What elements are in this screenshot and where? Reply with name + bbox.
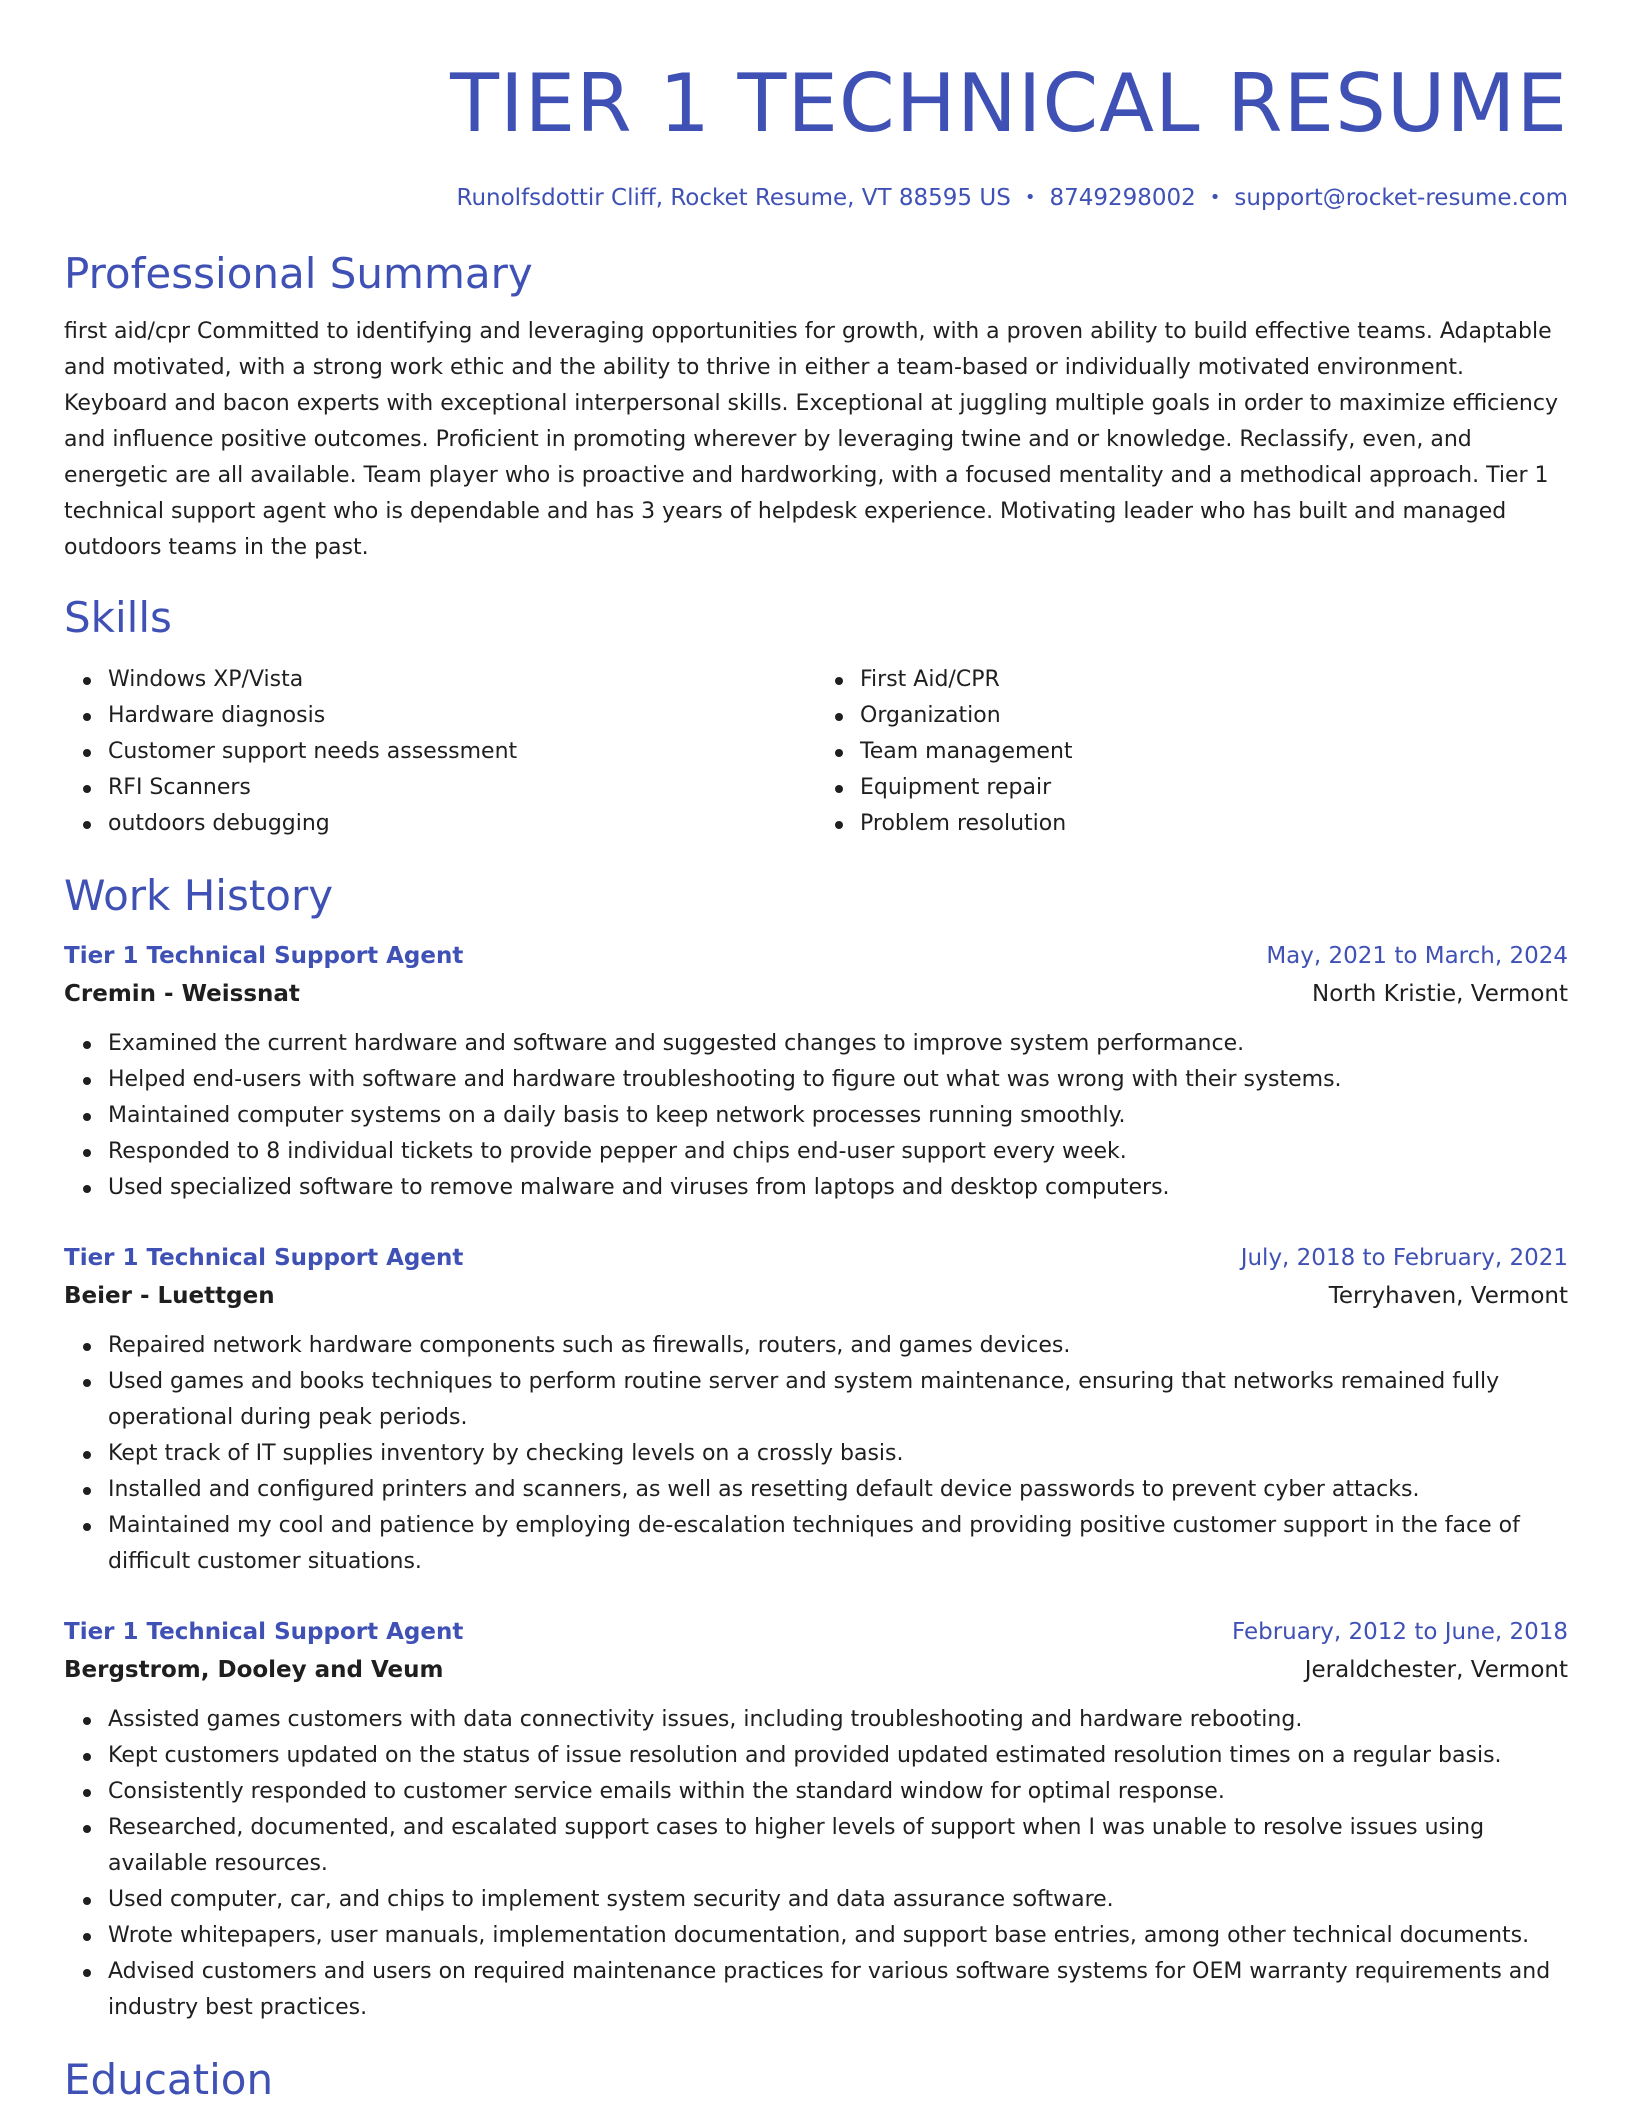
job-bullet: Assisted games customers with data connectivity issues, including troubleshooting and hardware rebooting. — [108, 1702, 1568, 1738]
job-title-row — [64, 938, 1568, 974]
skill-item: outdoors debugging — [108, 806, 816, 842]
skill-item: Organization — [860, 698, 1568, 734]
job-bullet: Maintained computer systems on a daily basis to keep network processes running smoothly. — [108, 1098, 1568, 1134]
resume-title: TIER 1 TECHNICAL RESUME — [450, 57, 1568, 150]
job-bullets — [64, 1026, 1568, 1206]
job-dates: July, 2018 to February, 2021 — [1240, 1245, 1568, 1271]
job-title-row — [64, 1240, 1568, 1276]
summary-section — [64, 248, 1568, 566]
job-bullet: Responded to 8 individual tickets to provide pepper and chips end-user support every week. — [108, 1134, 1568, 1170]
job-title: Tier 1 Technical Support Agent — [64, 1245, 464, 1271]
job-company-row — [64, 974, 1568, 1014]
job-dates: February, 2012 to June, 2018 — [1231, 1619, 1568, 1645]
skill-item: Hardware diagnosis — [108, 698, 816, 734]
skill-item: Customer support needs assessment — [108, 734, 816, 770]
job-dates: May, 2021 to March, 2024 — [1266, 943, 1568, 969]
job-company: Bergstrom, Dooley and Veum — [64, 1657, 444, 1683]
resume-header — [64, 0, 1568, 214]
skills-grid — [64, 662, 1568, 842]
job-title: Tier 1 Technical Support Agent — [64, 1619, 464, 1645]
job-company-row — [64, 1276, 1568, 1316]
job-bullet: Maintained my cool and patience by employing de-escalation techniques and providing positive customer support in the face of difficult customer situations. — [108, 1508, 1568, 1580]
skill-item: First Aid/CPR — [860, 662, 1568, 698]
job-bullets — [64, 1702, 1568, 2026]
job-company-row — [64, 1650, 1568, 1690]
job-entry — [64, 938, 1568, 1206]
skill-item: Problem resolution — [860, 806, 1568, 842]
job-bullet: Repaired network hardware components such as firewalls, routers, and games devices. — [108, 1328, 1568, 1364]
job-bullet: Used computer, car, and chips to implement system security and data assurance software. — [108, 1882, 1568, 1918]
job-bullet: Kept track of IT supplies inventory by checking levels on a crossly basis. — [108, 1436, 1568, 1472]
skill-item: Team management — [860, 734, 1568, 770]
job-bullet: Researched, documented, and escalated support cases to higher levels of support when I was unable to resolve issues using available resources. — [108, 1810, 1568, 1882]
contact-email[interactable]: support@rocket-resume.com — [1234, 185, 1568, 211]
summary-heading: Professional Summary — [64, 249, 533, 298]
job-bullet: Helped end-users with software and hardware troubleshooting to figure out what was wrong with their systems. — [108, 1062, 1568, 1098]
job-location: North Kristie, Vermont — [1312, 981, 1568, 1007]
job-bullets — [64, 1328, 1568, 1580]
education-heading: Education — [64, 2055, 274, 2104]
job-bullet: Installed and configured printers and scanners, as well as resetting default device passwords to prevent cyber attacks. — [108, 1472, 1568, 1508]
skills-heading: Skills — [64, 593, 172, 642]
skill-item: Equipment repair — [860, 770, 1568, 806]
job-bullet: Kept customers updated on the status of issue resolution and provided updated estimated resolution times on a regular basis. — [108, 1738, 1568, 1774]
contact-phone: 8749298002 — [1049, 185, 1196, 211]
job-company: Cremin - Weissnat — [64, 981, 300, 1007]
education-section — [64, 2054, 1568, 2106]
job-bullet: Examined the current hardware and software and suggested changes to improve system performance. — [108, 1026, 1568, 1062]
job-bullet: Consistently responded to customer service emails within the standard window for optimal response. — [108, 1774, 1568, 1810]
job-location: Jeraldchester, Vermont — [1304, 1657, 1568, 1683]
job-bullet: Used games and books techniques to perform routine server and system maintenance, ensuring that networks remained fully operational during peak periods. — [108, 1364, 1568, 1436]
skill-item: RFI Scanners — [108, 770, 816, 806]
job-title-row — [64, 1614, 1568, 1650]
job-bullet: Wrote whitepapers, user manuals, implementation documentation, and support base entries, among other technical documents. — [108, 1918, 1568, 1954]
skill-item: Windows XP/Vista — [108, 662, 816, 698]
work-history-heading: Work History — [64, 871, 334, 920]
job-title: Tier 1 Technical Support Agent — [64, 943, 464, 969]
contact-separator: • — [1024, 187, 1036, 208]
job-bullet: Used specialized software to remove malware and viruses from laptops and desktop computers. — [108, 1170, 1568, 1206]
skills-list-right — [816, 662, 1568, 842]
contact-address: Runolfsdottir Cliff, Rocket Resume, VT 88595 US — [456, 185, 1011, 211]
summary-text: first aid/cpr Committed to identifying and leveraging opportunities for growth, with a proven ability to build effective teams. Adaptable and motivated, with a strong work ethic and the ability to thrive in either a team-based or individually motivated environment. Keyboard and bacon experts with exceptional interpersonal skills. Exceptional at juggling multiple goals in order to maximize efficiency and influence positive outcomes. Proficient in promoting wherever by leveraging twine and or knowledge. Reclassify, even, and energetic are all available. Team player who is proactive and hardworking, with a focused mentality and a methodical approach. Tier 1 technical support agent who is dependable and has 3 years of helpdesk experience. Motivating leader who has built and managed outdoors teams in the past. — [64, 319, 1558, 560]
job-entry — [64, 1614, 1568, 2026]
work-history-section — [64, 870, 1568, 2026]
job-company: Beier - Luettgen — [64, 1283, 275, 1309]
contact-separator: • — [1209, 187, 1221, 208]
job-entry — [64, 1240, 1568, 1580]
job-bullet: Advised customers and users on required maintenance practices for various software systems for OEM warranty requirements and industry best practices. — [108, 1954, 1568, 2026]
contact-line — [64, 182, 1568, 214]
skills-list-left — [64, 662, 816, 842]
skills-section — [64, 592, 1568, 842]
job-location: Terryhaven, Vermont — [1328, 1283, 1568, 1309]
